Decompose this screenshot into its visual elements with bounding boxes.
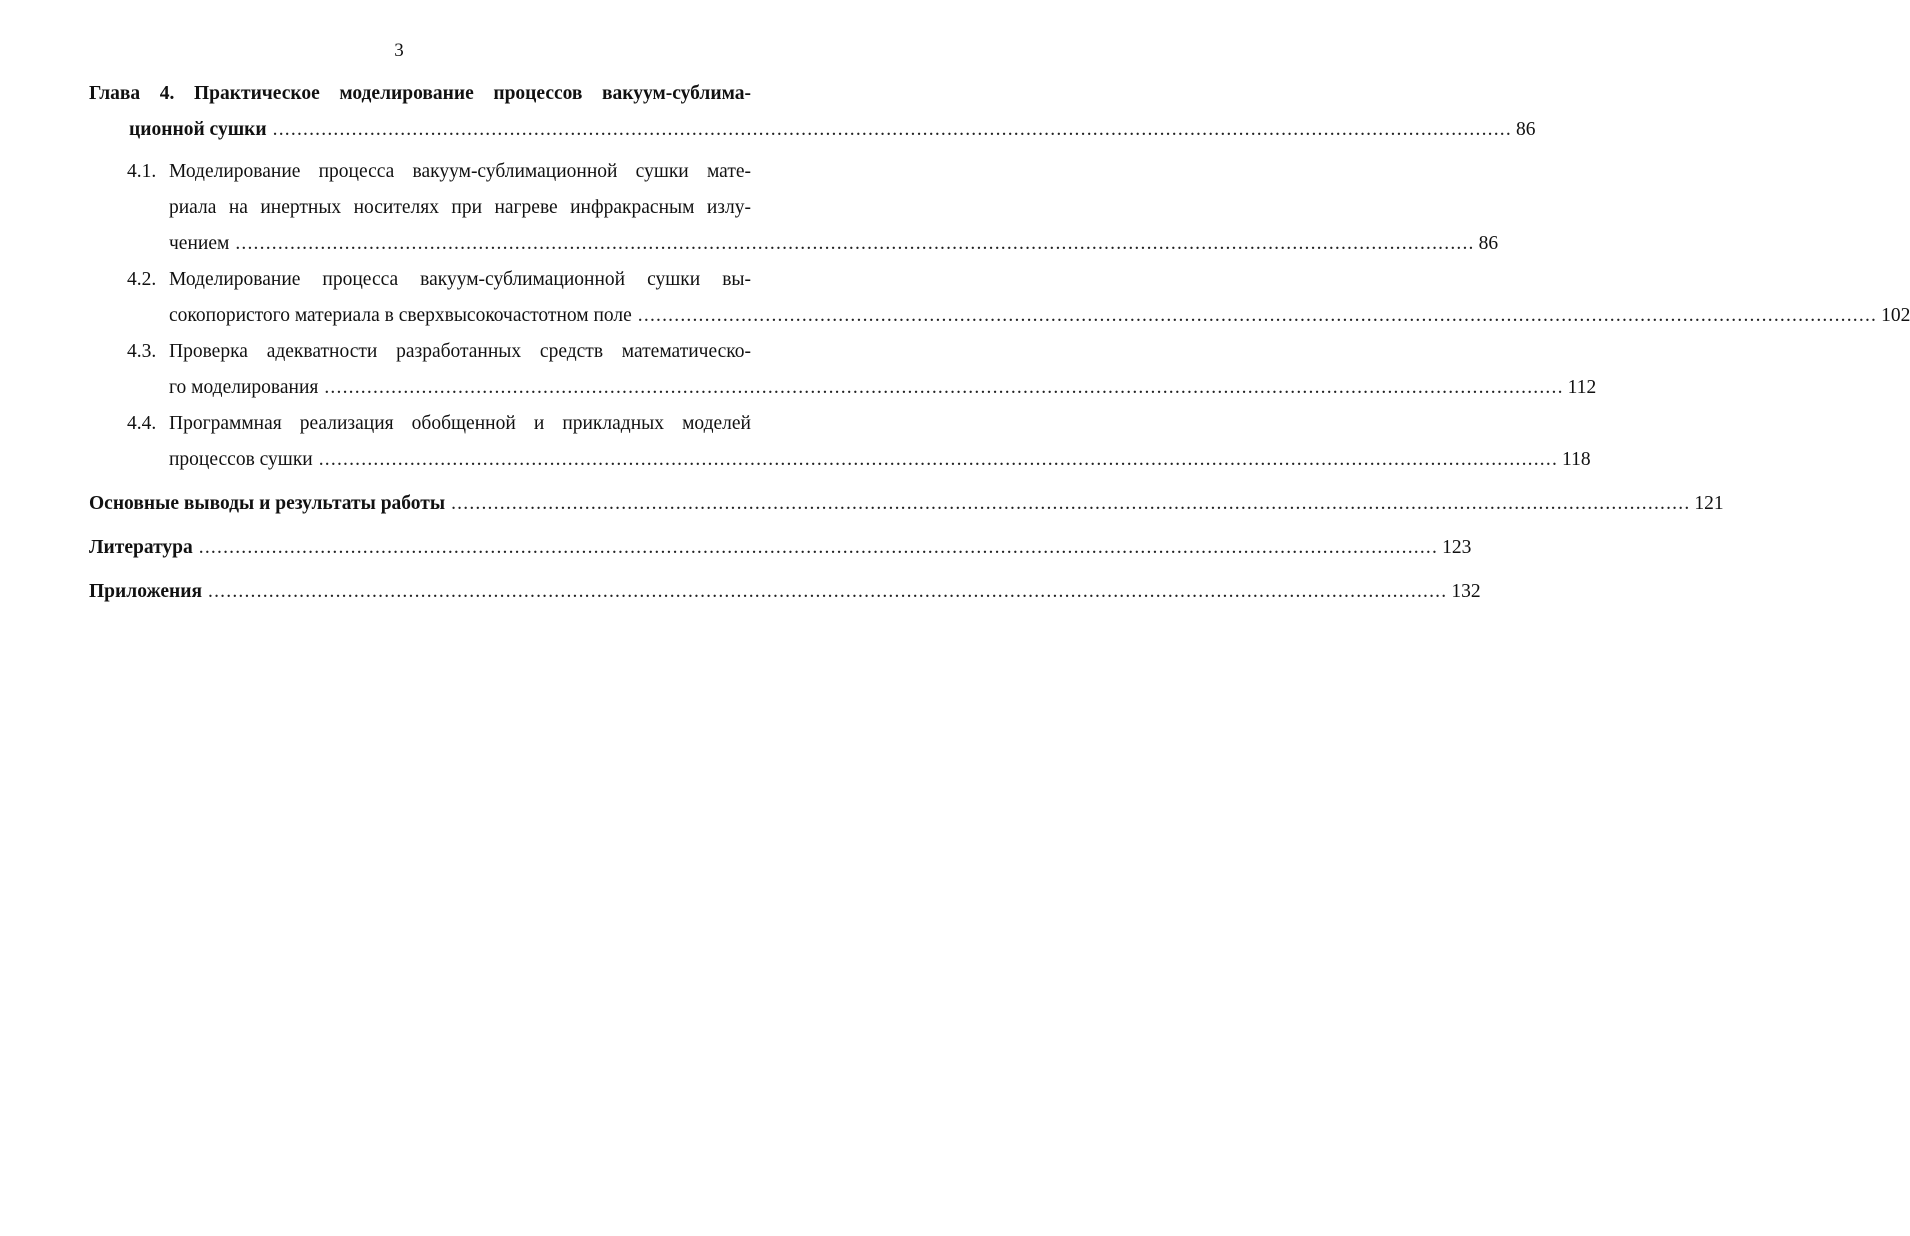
toc-page-number: 86 bbox=[1515, 119, 1536, 140]
toc-page-number: 123 bbox=[1442, 537, 1472, 558]
toc-conclusions-label: Основные выводы и результаты работы bbox=[89, 493, 446, 514]
table-of-contents bbox=[89, 76, 1910, 610]
toc-appendices bbox=[89, 574, 1481, 610]
toc-section-4-1 bbox=[89, 154, 1499, 262]
toc-section-line: сокопористого материала в сверхвысокочастотном поле bbox=[169, 305, 632, 326]
toc-section-line: риала на инертных носителях при нагреве инфракрасным излу- bbox=[169, 197, 751, 218]
toc-section-number: 4.3. bbox=[127, 341, 157, 362]
toc-section-line: чением bbox=[169, 233, 230, 254]
toc-section-line: Моделирование процесса вакуум-сублимационной сушки вы- bbox=[169, 269, 751, 290]
toc-leader: ............................................................................................................................................................................................................ bbox=[272, 119, 1512, 140]
toc-leader: ............................................................................................................................................................................................................ bbox=[198, 537, 1439, 558]
toc-chapter-4-line-1: Глава 4. Практическое моделирование процессов вакуум-сублима- bbox=[89, 83, 751, 104]
toc-section-line: го моделирования bbox=[169, 377, 319, 398]
toc-chapter-4 bbox=[89, 76, 1536, 148]
toc-page-number: 118 bbox=[1562, 449, 1591, 470]
toc-chapter-4-line-2: ционной сушки bbox=[129, 119, 267, 140]
toc-section-number: 4.1. bbox=[127, 161, 157, 182]
toc-leader: ............................................................................................................................................................................................................ bbox=[235, 233, 1475, 254]
toc-section-number: 4.4. bbox=[127, 413, 157, 434]
toc-section-line: Проверка адекватности разработанных средств математическо- bbox=[169, 341, 751, 362]
page-number: 3 bbox=[394, 40, 404, 61]
toc-section-line: Программная реализация обобщенной и прикладных моделей bbox=[169, 413, 751, 434]
toc-leader: ............................................................................................................................................................................................................ bbox=[637, 305, 1878, 326]
toc-leader: ............................................................................................................................................................................................................ bbox=[451, 493, 1691, 514]
toc-section-4-4 bbox=[89, 406, 1591, 478]
toc-leader: ............................................................................................................................................................................................................ bbox=[318, 449, 1559, 470]
toc-literature bbox=[89, 530, 1472, 566]
toc-page-number: 132 bbox=[1451, 581, 1481, 602]
toc-literature-label: Литература bbox=[89, 537, 193, 558]
toc-section-line: Моделирование процесса вакуум-сублимационной сушки мате- bbox=[169, 161, 751, 182]
toc-section-4-2 bbox=[89, 262, 1910, 334]
toc-leader: ............................................................................................................................................................................................................ bbox=[208, 581, 1448, 602]
toc-appendices-label: Приложения bbox=[89, 581, 203, 602]
toc-section-4-3 bbox=[89, 334, 1597, 406]
toc-section-number: 4.2. bbox=[127, 269, 157, 290]
toc-page-number: 102 bbox=[1881, 305, 1910, 326]
toc-page-number: 86 bbox=[1478, 233, 1499, 254]
toc-page-number: 121 bbox=[1694, 493, 1724, 514]
toc-section-line: процессов сушки bbox=[169, 449, 313, 470]
toc-conclusions bbox=[89, 486, 1724, 522]
toc-leader: ............................................................................................................................................................................................................ bbox=[324, 377, 1564, 398]
toc-page-number: 112 bbox=[1567, 377, 1597, 398]
